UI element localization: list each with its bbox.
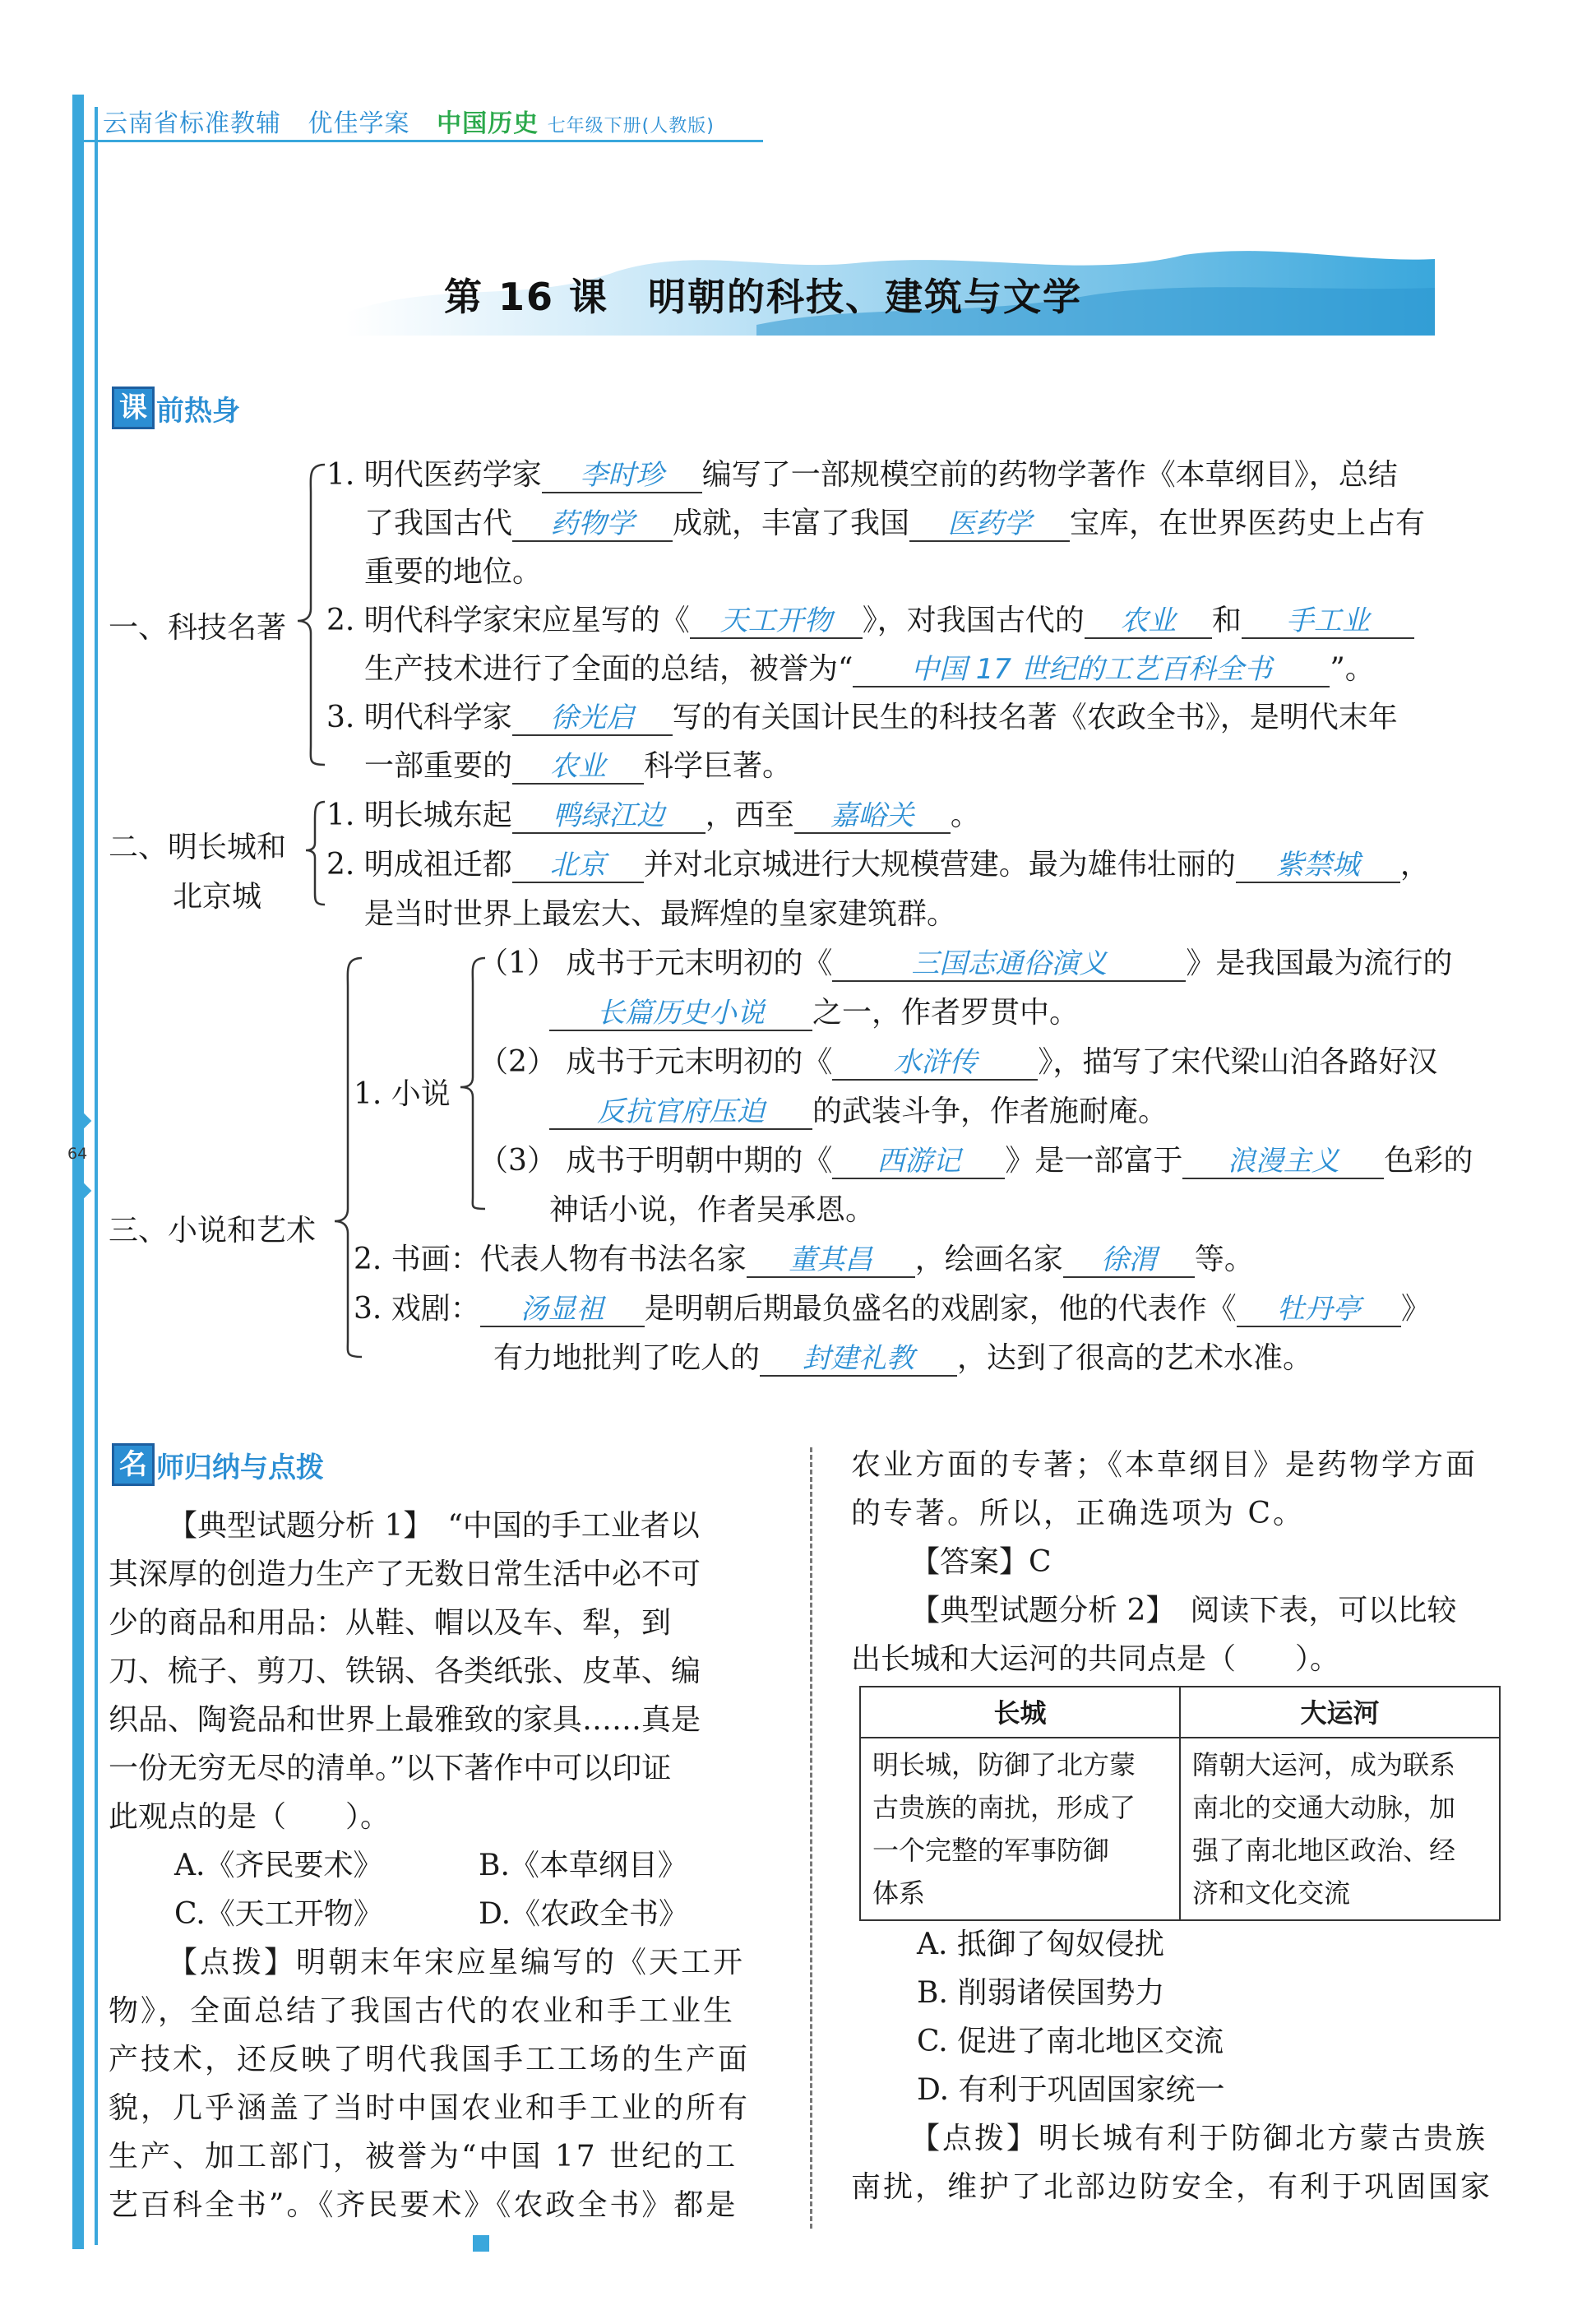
fill-blank: 西游记	[832, 1145, 1005, 1179]
fill-blank: 紫禁城	[1236, 849, 1400, 883]
fill-blank: 中国 17 世纪的工艺百科全书	[853, 653, 1330, 687]
category-science: 一、科技名著	[109, 611, 287, 645]
question-1-line: 此观点的是（ ）。	[109, 1800, 391, 1834]
right-column-lower	[851, 1920, 1525, 2211]
choice-d: D. 有利于巩固国家统一	[917, 2073, 1225, 2107]
question-1-line: 刀、梳子、剪刀、铁锅、各类纸张、皮革、编	[109, 1655, 701, 1688]
page-number: 64	[67, 1145, 88, 1163]
question-1-line: 【典型试题分析 1】 “中国的手工业者以	[168, 1509, 700, 1543]
outline-line: 3. 戏剧： 汤显祖 是明朝后期最负盛名的戏剧家，他的代表作《 牡丹亭 》	[354, 1292, 1431, 1326]
fill-blank: 长篇历史小说	[549, 997, 812, 1031]
question-1-line: 少的商品和用品：从鞋、帽以及车、犁，到	[109, 1606, 672, 1640]
fill-blank: 鸭绿江边	[512, 799, 705, 834]
section-badge: 名	[112, 1443, 155, 1486]
table-header: 长城	[860, 1687, 1180, 1738]
outline-line: 2. 明代科学家宋应星写的《 天工开物 》，对我国古代的 农业 和 手工业	[326, 604, 1414, 639]
question-1-line: 一份无穷无尽的清单。”以下著作中可以印证	[109, 1752, 672, 1785]
column-divider	[810, 1447, 812, 2229]
fill-blank: 汤显祖	[480, 1293, 645, 1327]
fill-blank: 医药学	[909, 507, 1070, 542]
outline-line: 有力地批判了吃人的 封建礼教 ，达到了很高的艺术水准。	[493, 1341, 1313, 1375]
choice-c: C. 促进了南北地区交流	[917, 2025, 1224, 2058]
option-c: C.《天工开物》	[174, 1897, 383, 1931]
tip-2-line: 南扰，维护了北部边防安全，有利于巩固国家	[851, 2170, 1493, 2204]
choice-b: B. 削弱诸侯国势力	[917, 1976, 1165, 2010]
fill-blank: 嘉峪关	[794, 799, 951, 834]
options-row	[109, 1890, 791, 1938]
category-novel-art: 三、小说和艺术	[109, 1214, 317, 1248]
question-1-line: 其深厚的创造力生产了无数日常生活中必不可	[109, 1558, 701, 1591]
tip-1-line: 生产、加工部门，被誉为“中国 17 世纪的工	[109, 2140, 738, 2173]
tip-1-line: 貌，几乎涵盖了当时中国农业和手工业的所有	[109, 2091, 751, 2125]
header-subject: 中国历史	[437, 109, 539, 138]
outline-line: （3） 成书于明朝中期的《 西游记 》是一部富于 浪漫主义 色彩的	[479, 1144, 1473, 1178]
fill-blank: 徐光启	[512, 701, 673, 736]
option-a: A.《齐民要术》	[174, 1849, 383, 1882]
choice-a: A. 抵御了匈奴侵扰	[917, 1928, 1164, 1961]
outline-line: 1. 明长城东起 鸭绿江边 ，西至 嘉峪关 。	[326, 799, 980, 832]
fill-blank: 水浒传	[832, 1046, 1038, 1081]
fill-blank: 董其昌	[747, 1243, 915, 1278]
fill-blank: 手工业	[1242, 604, 1414, 639]
header-series: 云南省标准教辅	[103, 109, 281, 138]
answer-1: 【答案】C	[910, 1545, 1052, 1579]
right-column	[851, 1441, 1525, 1683]
fill-blank: 李时珍	[542, 459, 702, 493]
category-greatwall-1: 二、明长城和	[109, 831, 287, 864]
header-book: 优佳学案	[308, 109, 410, 138]
outline-line: 重要的地位。	[364, 555, 543, 589]
section-badge: 课	[112, 387, 155, 429]
outline-line: 2. 明成祖迁都 北京 并对北京城进行大规模营建。最为雄伟壮丽的 紫禁城 ，	[326, 848, 1430, 882]
tip-1-line: 艺百科全书”。《齐民要术》《农政全书》都是	[109, 2188, 738, 2222]
fill-blank: 三国志通俗演义	[832, 947, 1186, 982]
table-cell-greatwall: 明长城，防御了北方蒙 古贵族的南扰，形成了 一个完整的军事防御 体系	[860, 1738, 1180, 1920]
table-header: 大运河	[1180, 1687, 1500, 1738]
outline-line: 3. 明代科学家 徐光启 写的有关国计民生的科技名著《农政全书》，是明代末年	[326, 701, 1398, 734]
tip-1-line: 【点拨】明朝末年宋应星编写的《天工开	[168, 1946, 746, 1979]
outline-line: 一部重要的 农业 科学巨著。	[364, 749, 793, 783]
tip-2-line: 【点拨】明长城有利于防御北方蒙古贵族	[910, 2122, 1488, 2155]
question-2-line: 【典型试题分析 2】 阅读下表，可以比较	[910, 1594, 1457, 1627]
fill-blank: 徐渭	[1063, 1243, 1195, 1278]
fill-blank: 药物学	[512, 507, 673, 542]
fill-blank: 浪漫主义	[1182, 1145, 1384, 1179]
left-column	[109, 1502, 791, 2229]
outline-line: （1） 成书于元末明初的《 三国志通俗演义 》是我国最为流行的	[479, 947, 1453, 980]
question-1-line: 织品、陶瓷品和世界上最雅致的家具……真是	[109, 1703, 701, 1737]
outline-line: 1. 明代医药学家 李时珍 编写了一部规模空前的药物学著作《本草纲目》，总结	[326, 458, 1398, 492]
outline-line: 了我国古代 药物学 成就，丰富了我国 医药学 宝库，在世界医药史上占有	[364, 507, 1426, 540]
options-row	[109, 1841, 791, 1890]
outline-line: 长篇历史小说 之一，作者罗贯中。	[549, 997, 1079, 1031]
lesson-title: 第 16 课 明朝的科技、建筑与文学	[444, 275, 1083, 319]
fill-blank: 农业	[512, 750, 644, 785]
outline-line: 是当时世界上最宏大、最辉煌的皇家建筑群。	[364, 897, 957, 931]
fill-blank: 农业	[1085, 604, 1212, 639]
comparison-table	[859, 1686, 1501, 1921]
category-greatwall-2: 北京城	[173, 880, 262, 914]
fill-blank: 反抗官府压迫	[549, 1095, 812, 1130]
bottom-marker	[473, 2235, 489, 2252]
outline-line: 生产技术进行了全面的总结，被誉为“ 中国 17 世纪的工艺百科全书 ”。	[364, 652, 1375, 686]
outline-line: 反抗官府压迫 的武装斗争，作者施耐庵。	[549, 1095, 1168, 1130]
question-2-line: 出长城和大运河的共同点是（ ）。	[851, 1642, 1340, 1676]
fill-blank: 天工开物	[690, 604, 863, 639]
option-b: B.《本草纲目》	[479, 1849, 687, 1882]
header-grade: 七年级下册(人教版)	[547, 116, 715, 137]
tip-1-line: 产技术，还反映了明代我国手工工场的生产面	[109, 2043, 751, 2076]
outline-line: 神话小说，作者吴承恩。	[549, 1193, 876, 1227]
section-head-teacher	[112, 1443, 324, 1486]
outline-line: 2. 书画：代表人物有书法名家 董其昌 ，绘画名家 徐渭 等。	[354, 1243, 1254, 1276]
section-title: 前热身	[156, 394, 240, 428]
table-row	[860, 1738, 1500, 1920]
fill-blank: 北京	[512, 849, 644, 883]
fill-blank: 封建礼教	[760, 1342, 957, 1377]
option-d: D.《农政全书》	[479, 1897, 689, 1931]
subcategory-novel: 1. 小说	[354, 1077, 451, 1111]
tip-1-continued: 农业方面的专著；《本草纲目》是药物学方面	[851, 1448, 1478, 1482]
section-title: 师归纳与点拨	[156, 1451, 324, 1484]
table-cell-canal: 隋朝大运河，成为联系 南北的交通大动脉，加 强了南北地区政治、经 济和文化交流	[1180, 1738, 1500, 1920]
outline-line: （2） 成书于元末明初的《 水浒传 》，描写了宋代梁山泊各路好汉	[479, 1045, 1438, 1079]
tip-1-continued: 的专著。所以，正确选项为 C。	[851, 1497, 1305, 1530]
fill-blank: 牡丹亭	[1237, 1293, 1401, 1327]
tip-1-line: 物》，全面总结了我国古代的农业和手工业生	[109, 1994, 736, 2028]
table-header-row	[860, 1687, 1500, 1738]
